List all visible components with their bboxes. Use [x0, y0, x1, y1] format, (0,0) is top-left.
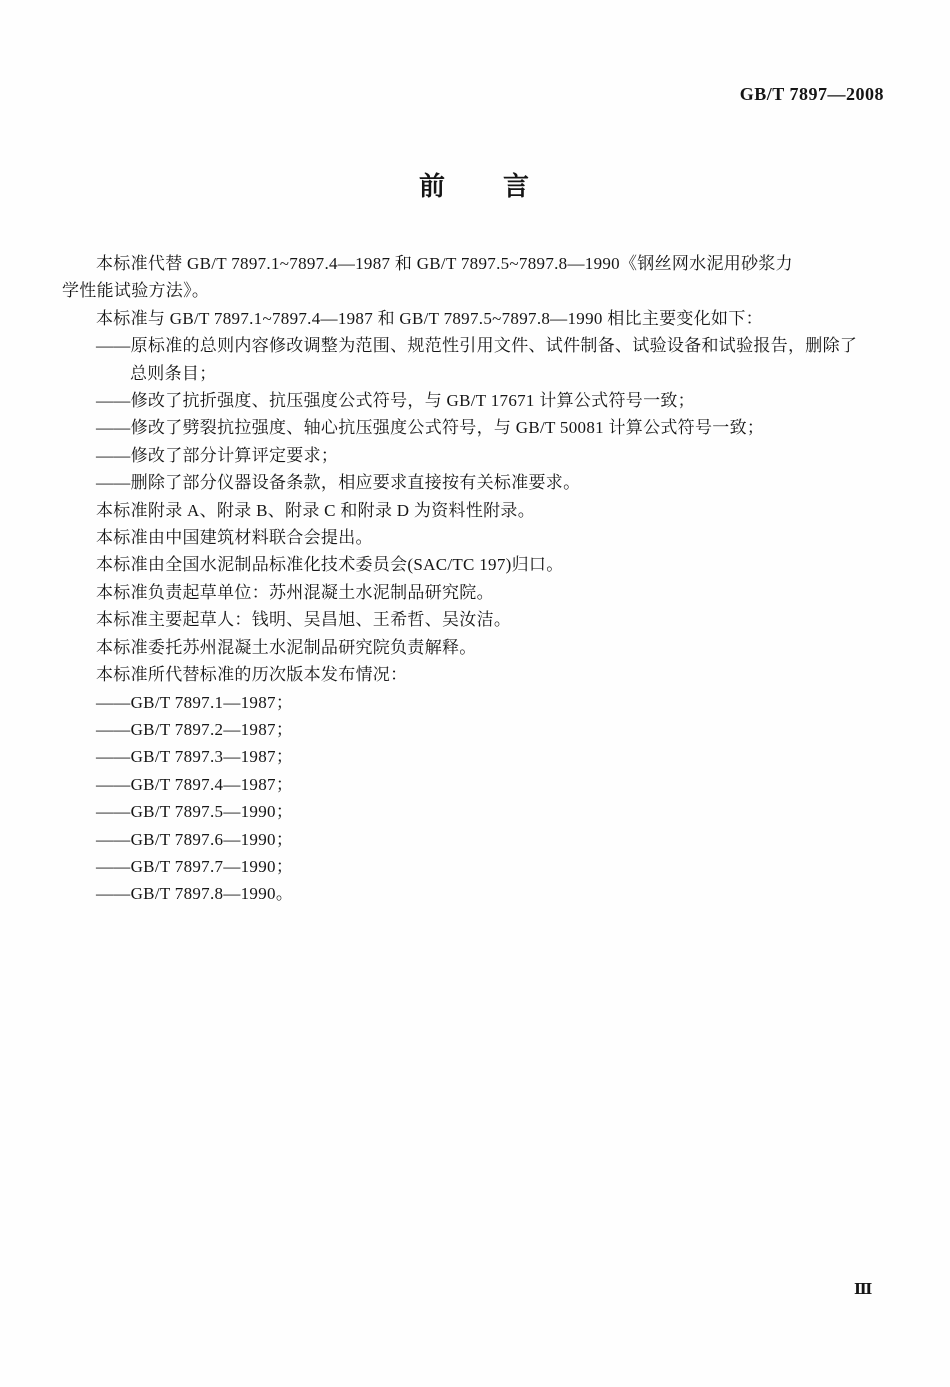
- foreword-line: ——GB/T 7897.4—1987；: [96, 774, 294, 794]
- foreword-line: ——修改了劈裂抗拉强度、轴心抗压强度公式符号，与 GB/T 50081 计算公式符号一致；: [96, 418, 765, 438]
- foreword-line: ——修改了抗折强度、抗压强度公式符号，与 GB/T 17671 计算公式符号一致；: [96, 391, 695, 411]
- foreword-line: 本标准由全国水泥制品标准化技术委员会(SAC/TC 197)归口。: [96, 555, 564, 575]
- foreword-line: ——原标准的总则内容修改调整为范围、规范性引用文件、试件制备、试验设备和试验报告，删除了: [96, 336, 858, 356]
- standard-code: GB/T 7897—2008: [739, 84, 884, 104]
- foreword-line: ——GB/T 7897.5—1990；: [96, 802, 294, 822]
- foreword-line: 本标准附录 A、附录 B、附录 C 和附录 D 为资料性附录。: [96, 500, 536, 520]
- foreword-line: ——修改了部分计算评定要求；: [96, 445, 339, 465]
- foreword-line: 本标准委托苏州混凝土水泥制品研究院负责解释。: [96, 637, 477, 657]
- foreword-line: 总则条目；: [130, 363, 217, 383]
- foreword-body: [62, 250, 890, 908]
- foreword-line: 本标准由中国建筑材料联合会提出。: [96, 528, 373, 548]
- foreword-line: 本标准所代替标准的历次版本发布情况：: [96, 665, 408, 685]
- foreword-line: ——GB/T 7897.6—1990；: [96, 829, 294, 849]
- foreword-line: ——GB/T 7897.7—1990；: [96, 856, 294, 876]
- foreword-line: 本标准主要起草人：钱明、吴昌旭、王希哲、吴汝洁。: [96, 610, 512, 630]
- foreword-line: 学性能试验方法》。: [62, 281, 210, 301]
- page-number: Ⅲ: [854, 1282, 873, 1298]
- foreword-line: ——GB/T 7897.8—1990。: [96, 884, 294, 904]
- document-title: 前 言: [418, 172, 531, 201]
- foreword-line: ——GB/T 7897.1—1987；: [96, 692, 294, 712]
- foreword-line: ——GB/T 7897.2—1987；: [96, 719, 294, 739]
- foreword-line: ——删除了部分仪器设备条款，相应要求直接按有关标准要求。: [96, 473, 581, 493]
- foreword-line: 本标准与 GB/T 7897.1~7897.4—1987 和 GB/T 7897.5~7897.8—1990 相比主要变化如下：: [96, 308, 763, 328]
- foreword-line: 本标准代替 GB/T 7897.1~7897.4—1987 和 GB/T 7897.5~7897.8—1990《钢丝网水泥用砂浆力: [96, 254, 793, 273]
- foreword-line: 本标准负责起草单位：苏州混凝土水泥制品研究院。: [96, 582, 494, 602]
- foreword-line: ——GB/T 7897.3—1987；: [96, 747, 294, 767]
